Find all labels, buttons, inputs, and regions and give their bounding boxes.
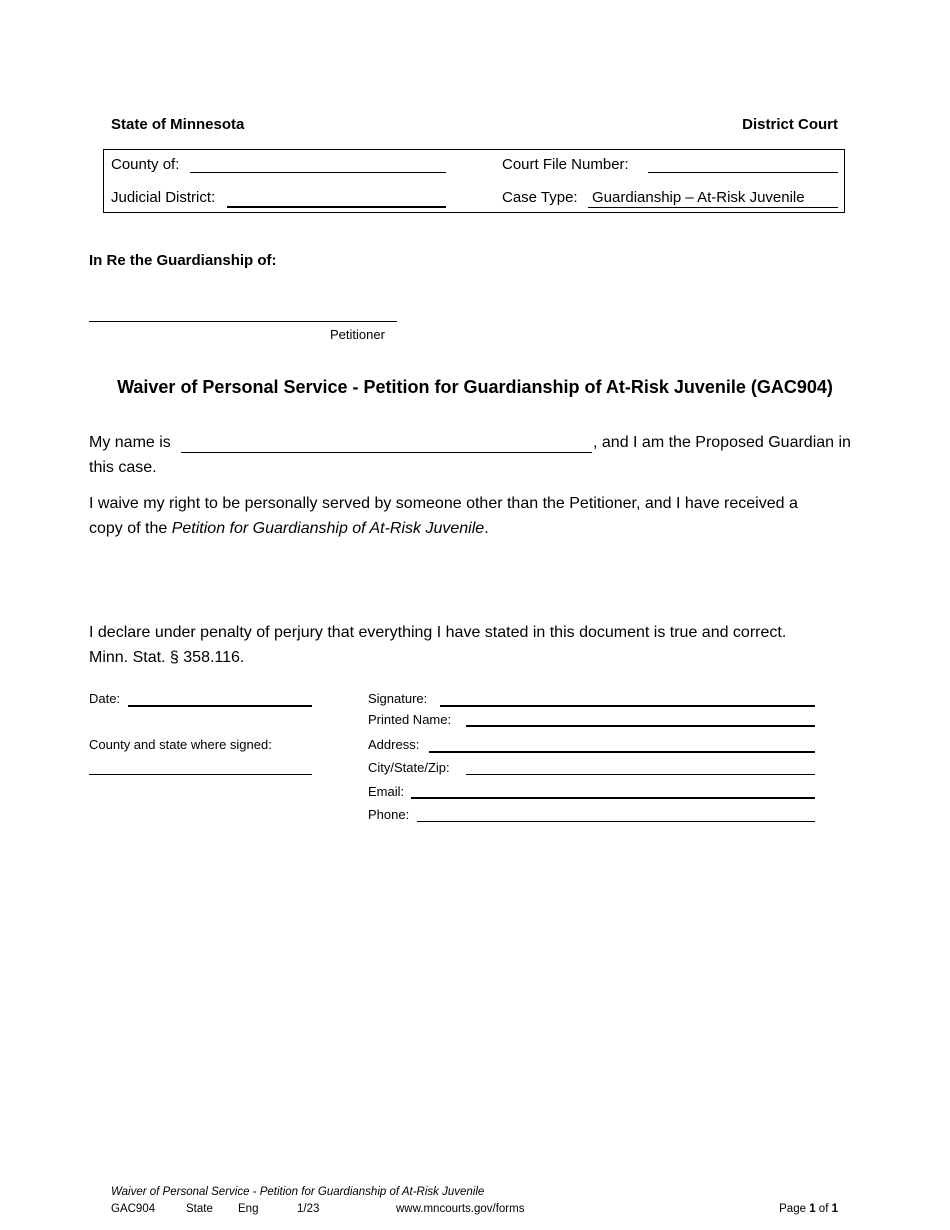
date-label: Date:	[89, 691, 121, 706]
footer-jurisdiction: State	[186, 1203, 213, 1215]
address-field[interactable]	[429, 751, 815, 753]
name-line2: this case.	[89, 459, 157, 476]
waiver-line2	[89, 516, 869, 541]
case-type-value: Guardianship – At-Risk Juvenile	[592, 189, 805, 206]
email-field[interactable]	[411, 797, 815, 799]
printed-name-field[interactable]	[466, 725, 815, 727]
proposed-guardian-name-field[interactable]	[181, 452, 592, 453]
declaration-text: I declare under penalty of perjury that everything I have stated in this document is true and correct.	[89, 624, 787, 641]
case-type-underline	[588, 207, 838, 208]
waiver-doc-title: Petition for Guardianship of At-Risk Juvenile	[171, 520, 485, 537]
court-heading: District Court	[742, 116, 838, 133]
signature-label: Signature:	[368, 691, 428, 706]
state-heading: State of Minnesota	[111, 116, 245, 133]
waiver-line2-prefix: copy of the	[89, 520, 168, 537]
name-suffix: , and I am the Proposed Guardian in	[593, 434, 851, 451]
footer-form-title: Waiver of Personal Service - Petition for Guardianship of At-Risk Juvenile	[111, 1186, 485, 1198]
court-file-number-field[interactable]	[648, 172, 838, 173]
declaration-paragraph	[89, 620, 869, 670]
footer-form-code: GAC904	[111, 1203, 156, 1215]
footer-website: www.mncourts.gov/forms	[396, 1203, 525, 1215]
page-current: 1	[809, 1203, 816, 1215]
waiver-line2-suffix: .	[484, 520, 489, 537]
printed-name-label: Printed Name:	[368, 712, 452, 727]
county-state-label: County and state where signed:	[89, 737, 272, 752]
phone-label: Phone:	[368, 807, 410, 822]
petitioner-name-field[interactable]	[89, 321, 397, 322]
document-title: Waiver of Personal Service - Petition for Guardianship of At-Risk Juvenile (GAC904)	[117, 377, 833, 397]
county-label: County of:	[111, 156, 180, 173]
page-prefix: Page	[779, 1203, 806, 1215]
page-total: 1	[831, 1203, 838, 1215]
waiver-paragraph	[89, 491, 869, 541]
judicial-district-field[interactable]	[227, 206, 446, 208]
county-field[interactable]	[190, 172, 446, 173]
city-state-zip-field[interactable]	[466, 774, 815, 775]
in-re-heading: In Re the Guardianship of:	[89, 252, 277, 269]
case-type-label: Case Type:	[502, 189, 578, 206]
city-state-zip-label: City/State/Zip:	[368, 760, 450, 775]
footer-language: Eng	[238, 1203, 259, 1215]
county-state-field[interactable]	[89, 774, 312, 775]
date-field[interactable]	[128, 705, 312, 707]
address-label: Address:	[368, 737, 420, 752]
petitioner-label: Petitioner	[330, 327, 385, 342]
phone-field[interactable]	[417, 821, 815, 822]
email-label: Email:	[368, 784, 405, 799]
page-of: of	[818, 1203, 829, 1215]
waiver-line1: I waive my right to be personally served by someone other than the Petitioner, and I have received a	[89, 495, 798, 512]
footer-page-number	[779, 1203, 838, 1215]
footer-revision: 1/23	[297, 1203, 320, 1215]
name-prefix: My name is	[89, 434, 171, 451]
judicial-district-label: Judicial District:	[111, 189, 216, 206]
court-file-number-label: Court File Number:	[502, 156, 629, 173]
signature-field[interactable]	[440, 705, 815, 707]
statute-text: Minn. Stat. § 358.116.	[89, 649, 245, 666]
